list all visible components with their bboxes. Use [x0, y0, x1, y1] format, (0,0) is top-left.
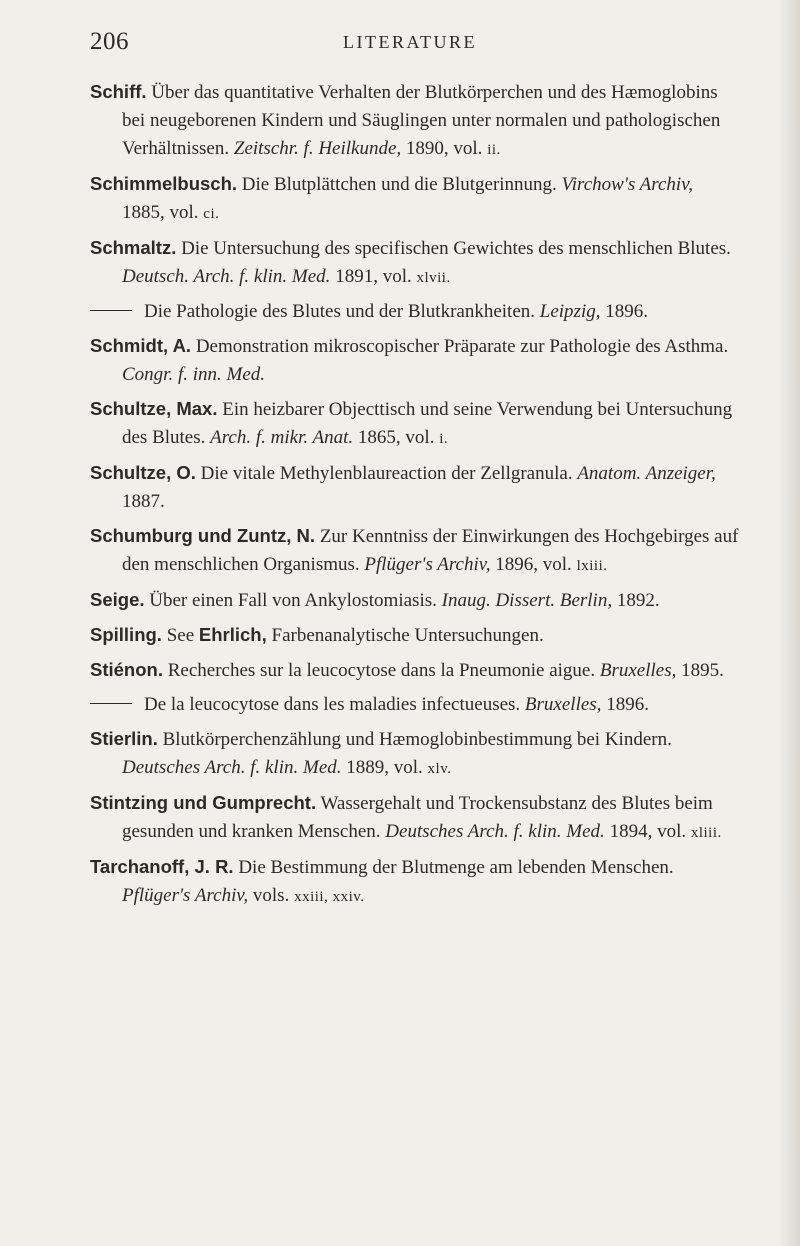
entry-volume: i.: [439, 431, 449, 447]
entry-details: 1896.: [606, 694, 649, 715]
bibliography-entry: [90, 298, 740, 326]
bibliography-entry: [90, 234, 740, 292]
entry-author: Schiff.: [90, 81, 147, 102]
entry-source: Pflüger's Archiv,: [364, 554, 491, 575]
entry-details: 1891, vol.: [335, 266, 412, 287]
entry-volume: xliii.: [690, 825, 722, 841]
entry-details: 1889, vol.: [346, 757, 423, 778]
bibliography-entry: [90, 395, 740, 453]
entry-author: Schmidt, A.: [90, 335, 192, 356]
entry-source: Bruxelles,: [524, 694, 602, 715]
entry-source: Congr. f. inn. Med.: [122, 364, 266, 385]
entry-author: Schmaltz.: [90, 237, 177, 258]
entry-source: Leipzig,: [539, 301, 601, 322]
bibliography-entry: [90, 656, 740, 685]
bibliography-entry: [90, 621, 740, 650]
entry-author: Schumburg und Zuntz, N.: [90, 525, 316, 546]
bibliography-entry: [90, 789, 740, 847]
entry-volume: xlvii.: [416, 270, 451, 286]
entry-title: De la leucocytose dans les maladies infectueuses.: [144, 694, 521, 715]
entry-author: Schultze, O.: [90, 462, 196, 483]
page-edge-shadow: [778, 0, 800, 1246]
page-number: 206: [90, 28, 129, 55]
entry-source: Bruxelles,: [599, 660, 677, 681]
entry-details: 1865, vol.: [357, 427, 435, 448]
entry-author: Stierlin.: [90, 728, 158, 749]
bibliography-entry: [90, 691, 740, 719]
entry-details: 1894, vol.: [609, 821, 687, 842]
entry-volume: xxiii, xxiv.: [294, 889, 365, 905]
bibliography-list: [90, 78, 740, 917]
entry-source: Inaug. Dissert. Berlin,: [441, 590, 613, 611]
entry-volume: xlv.: [427, 761, 452, 777]
entry-details: 1885, vol.: [122, 202, 199, 223]
bibliography-entry: [90, 78, 740, 164]
entry-author: Seige.: [90, 589, 145, 610]
entry-title: Die Pathologie des Blutes und der Blutkrankheiten.: [144, 301, 536, 322]
bibliography-entry: [90, 586, 740, 615]
entry-author: Stintzing und Gumprecht.: [90, 792, 317, 813]
entry-title: Die Untersuchung des specifischen Gewichtes des menschlichen Blutes.: [181, 238, 731, 259]
entry-author: Spilling.: [90, 624, 162, 645]
entry-see-label: See: [166, 625, 195, 646]
entry-source: Deutsches Arch. f. klin. Med.: [122, 757, 342, 778]
entry-author: Schultze, Max.: [90, 398, 218, 419]
entry-details: 1896.: [605, 301, 648, 322]
entry-author: Stiénon.: [90, 659, 163, 680]
bibliography-entry: [90, 459, 740, 516]
entry-details: vols.: [252, 885, 290, 906]
bibliography-entry: [90, 853, 740, 911]
entry-title: Die vitale Methylenblaureaction der Zellgranula.: [200, 463, 573, 484]
entry-title: Die Blutplättchen und die Blutgerinnung.: [241, 174, 557, 195]
entry-volume: ci.: [203, 206, 220, 222]
bibliography-entry: [90, 522, 740, 580]
entry-title: Ein heizbarer Objecttisch und seine Verwendung bei Untersuchung des Blutes.: [122, 399, 733, 448]
entry-title: Die Bestimmung der Blutmenge am lebenden Menschen.: [238, 857, 674, 878]
entry-details: 1892.: [616, 590, 660, 611]
entry-source: Deutsches Arch. f. klin. Med.: [385, 821, 605, 842]
entry-title: Über das quantitative Verhalten der Blutkörperchen und des Hæmoglobins bei neugeborenen Kindern und Säuglingen unter normalen und pathologischen Verhältnissen.: [122, 82, 721, 159]
entry-source: Zeitschr. f. Heilkunde,: [233, 138, 402, 159]
bibliography-entry: [90, 332, 740, 389]
bibliography-entry: [90, 170, 740, 228]
entry-volume: ii.: [487, 142, 501, 158]
ditto-dash: [90, 703, 132, 704]
entry-details: 1887.: [122, 491, 165, 512]
entry-source: Pflüger's Archiv,: [122, 885, 249, 906]
bibliography-entry: [90, 725, 740, 783]
entry-title: Recherches sur la leucocytose dans la Pneumonie aigue.: [167, 660, 596, 681]
entry-source: Deutsch. Arch. f. klin. Med.: [122, 266, 331, 287]
entry-author: Schimmelbusch.: [90, 173, 238, 194]
entry-source: Anatom. Anzeiger,: [577, 463, 716, 484]
entry-details: 1896, vol.: [495, 554, 572, 575]
page-header: [90, 28, 710, 58]
entry-title: Blutkörperchenzählung und Hæmoglobinbestimmung bei Kindern.: [162, 729, 672, 750]
entry-title: Farbenanalytische Untersuchungen.: [271, 625, 544, 646]
entry-details: 1890, vol.: [405, 138, 483, 159]
entry-volume: lxiii.: [576, 558, 608, 574]
entry-author: Tarchanoff, J. R.: [90, 856, 234, 877]
entry-title: Über einen Fall von Ankylostomiasis.: [149, 590, 437, 611]
ditto-dash: [90, 310, 132, 311]
entry-title: Demonstration mikroscopischer Präparate zur Pathologie des Asthma.: [195, 336, 729, 357]
entry-cross-reference: Ehrlich,: [198, 624, 267, 645]
entry-title: Wassergehalt und Trockensubstanz des Blutes beim gesunden und kranken Menschen.: [122, 793, 713, 842]
entry-source: Virchow's Archiv,: [561, 174, 693, 195]
running-title: LITERATURE: [343, 32, 477, 52]
entry-source: Arch. f. mikr. Anat.: [210, 427, 354, 448]
entry-details: 1895.: [681, 660, 724, 681]
entry-title: Zur Kenntniss der Einwirkungen des Hochgebirges auf den menschlichen Organismus.: [122, 526, 739, 575]
